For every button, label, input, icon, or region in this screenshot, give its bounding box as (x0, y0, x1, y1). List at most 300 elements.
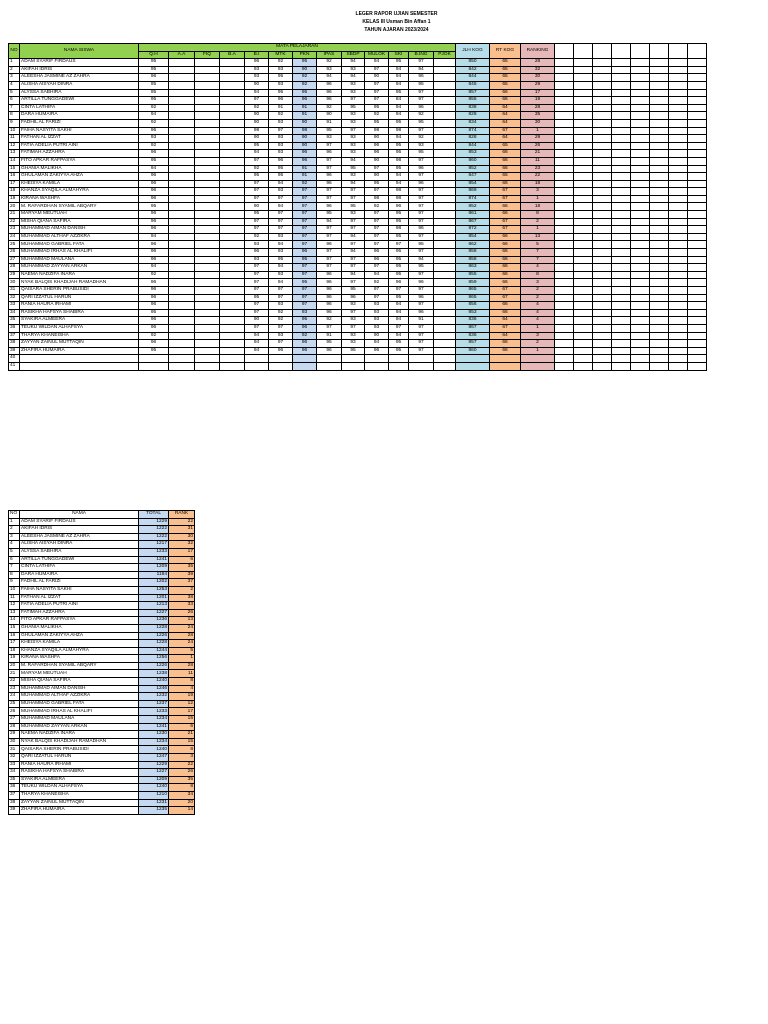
score-sbdp: 94 (342, 233, 365, 241)
row-number: 3 (9, 74, 20, 82)
student-name: QAISARA SHERIN PRABUSIDI (20, 287, 139, 295)
empty-cell (688, 279, 707, 287)
student-name: RANIA HAURA IRHAMI (20, 761, 139, 769)
table-row (9, 799, 195, 807)
score-bi: 97 (245, 180, 269, 188)
empty-cell (631, 355, 650, 363)
empty-cell (631, 112, 650, 120)
score-aa (169, 287, 195, 295)
empty-cell (612, 340, 631, 348)
table-row (9, 731, 195, 739)
empty-cell (612, 218, 631, 226)
rt-kog: 65 (490, 59, 521, 67)
score-fiq (195, 317, 220, 325)
score-sbdp: 93 (342, 66, 365, 74)
row-number: 36 (9, 324, 20, 332)
score-ski: 96 (389, 279, 409, 287)
total-score: 1209 (139, 564, 169, 572)
empty-cell (650, 89, 669, 97)
score-mtk: 94 (269, 279, 293, 287)
score-ski: 94 (389, 112, 409, 120)
score-bing: 97 (409, 188, 434, 196)
subject-header: MULOK (365, 51, 389, 59)
score-aa (169, 211, 195, 219)
student-name: MUHAMMAD ALTHAF AZZIKRA (20, 693, 139, 701)
score-pkn: 91 (293, 112, 317, 120)
table-row (9, 271, 707, 279)
empty-cell (669, 173, 688, 181)
empty-cell (612, 112, 631, 120)
empty-cell (688, 104, 707, 112)
rt-kog: 66 (490, 150, 521, 158)
rt-kog: 66 (490, 89, 521, 97)
row-number: 33 (9, 761, 20, 769)
empty-cell (650, 104, 669, 112)
score-qh: 94 (139, 233, 169, 241)
score-fiq (195, 211, 220, 219)
score-bi: 96 (245, 59, 269, 67)
row-number: 23 (9, 226, 20, 234)
score-pkn: 95 (293, 256, 317, 264)
empty-cell (574, 226, 593, 234)
row-number: 14 (9, 157, 20, 165)
jml-kog: 844 (456, 74, 490, 82)
rt-kog: 67 (490, 218, 521, 226)
score-aa (169, 157, 195, 165)
score-aa (169, 249, 195, 257)
table-row (9, 287, 707, 295)
score-qh: 96 (139, 195, 169, 203)
empty-cell (574, 233, 593, 241)
score-pjok (434, 302, 456, 310)
score-qh: 92 (139, 332, 169, 340)
subject-header: A.A (169, 51, 195, 59)
rank: 17 (169, 708, 195, 716)
score-mulok: 90 (365, 173, 389, 181)
score-bing: 97 (409, 249, 434, 257)
empty-cell (669, 74, 688, 82)
score-ipas: 92 (317, 59, 342, 67)
rt-kog: 66 (490, 180, 521, 188)
score-pkn: 98 (293, 127, 317, 135)
total-score: 1226 (139, 662, 169, 670)
total-score: 1222 (139, 533, 169, 541)
score-mtk (269, 355, 293, 363)
score-pjok (434, 188, 456, 196)
score-fiq (195, 309, 220, 317)
score-bi (245, 355, 269, 363)
empty-cell (688, 309, 707, 317)
rt-kog: 65 (490, 74, 521, 82)
score-bing: 96 (409, 226, 434, 234)
rt-kog: 66 (490, 309, 521, 317)
student-name: FAIHA NASYITA SAKHI (20, 127, 139, 135)
score-mulok: 96 (365, 142, 389, 150)
score-ba (220, 347, 245, 355)
jml-kog: 857 (456, 340, 490, 348)
student-name: ZAYYAN ZAINUL MUTTAQIN (20, 340, 139, 348)
row-number: 21 (9, 211, 20, 219)
empty-cell (574, 362, 593, 370)
student-name: MUHAMMAD AIMAN DANISH (20, 226, 139, 234)
score-pkn: 90 (293, 66, 317, 74)
student-name: MUHAMMAD IRHAS AL KHALIFI (20, 249, 139, 257)
score-qh: 95 (139, 59, 169, 67)
title-line-2: KELAS III Usman Bin Affan 1 (362, 19, 431, 25)
ranking: 19 (521, 97, 555, 105)
empty-cell (555, 203, 574, 211)
score-pkn: 95 (293, 59, 317, 67)
empty-cell (669, 309, 688, 317)
score-fiq (195, 195, 220, 203)
score-ba (220, 211, 245, 219)
score-sbdp: 93 (342, 119, 365, 127)
empty-cell (555, 226, 574, 234)
score-ski: 97 (389, 241, 409, 249)
empty-cell (574, 165, 593, 173)
empty-cell (669, 340, 688, 348)
score-ipas: 97 (317, 157, 342, 165)
score-ba (220, 317, 245, 325)
row-number: 9 (9, 119, 20, 127)
score-pkn: 97 (293, 264, 317, 272)
score-ipas: 96 (317, 309, 342, 317)
score-aa (169, 165, 195, 173)
score-mtk: 97 (269, 294, 293, 302)
student-name: DARA HUMAIRA (20, 571, 139, 579)
student-name: ARTILLA TUNGGADEWI (20, 97, 139, 105)
score-pjok (434, 340, 456, 348)
table-row (9, 203, 707, 211)
score-mtk: 97 (269, 127, 293, 135)
empty-cell (593, 127, 612, 135)
jml-kog: 847 (456, 173, 490, 181)
row-number: 15 (9, 165, 20, 173)
student-name: QAISARA SHERIN PRABUSIDI (20, 746, 139, 754)
score-bi: 90 (245, 81, 269, 89)
score-pjok (434, 195, 456, 203)
rank: 38 (169, 594, 195, 602)
score-ski: 98 (389, 188, 409, 196)
row-number: 12 (9, 602, 20, 610)
score-ski: 94 (389, 135, 409, 143)
jml-kog (456, 362, 490, 370)
score-sbdp: 97 (342, 195, 365, 203)
score-pjok (434, 59, 456, 67)
score-bing: 97 (409, 211, 434, 219)
rt-kog (490, 355, 521, 363)
student-name: TEUKU WILDAN ALHAFSYA (20, 324, 139, 332)
ranking: 8 (521, 211, 555, 219)
empty-cell (631, 104, 650, 112)
rank: 26 (169, 769, 195, 777)
score-fiq (195, 119, 220, 127)
score-mtk: 97 (269, 226, 293, 234)
empty-cell (688, 264, 707, 272)
score-pjok (434, 241, 456, 249)
score-fiq (195, 287, 220, 295)
score-pjok (434, 294, 456, 302)
score-qh: 92 (139, 142, 169, 150)
table-row (9, 586, 195, 594)
empty-cell (650, 211, 669, 219)
score-sbdp: 93 (342, 89, 365, 97)
row-number: 2 (9, 526, 20, 534)
score-mtk: 93 (269, 249, 293, 257)
empty-cell (593, 74, 612, 82)
score-bing: 97 (409, 347, 434, 355)
score-pkn: 91 (293, 173, 317, 181)
empty-cell (631, 362, 650, 370)
score-ba (220, 203, 245, 211)
empty-cell (593, 89, 612, 97)
empty-cell (688, 362, 707, 370)
empty-cell (688, 332, 707, 340)
table-row (9, 678, 195, 686)
student-name: M. RAFARDHAN SYAMIL ABQARY (20, 203, 139, 211)
total-score: 1234 (139, 716, 169, 724)
score-pjok (434, 279, 456, 287)
score-sbdp: 95 (342, 165, 365, 173)
jml-kog: 854 (456, 180, 490, 188)
empty-cell (669, 211, 688, 219)
score-mtk: 95 (269, 256, 293, 264)
empty-cell (612, 97, 631, 105)
empty-cell (574, 157, 593, 165)
empty-cell (612, 294, 631, 302)
rt-kog: 64 (490, 104, 521, 112)
row-number: 35 (9, 317, 20, 325)
jml-kog: 853 (456, 150, 490, 158)
empty-cell (555, 119, 574, 127)
score-aa (169, 302, 195, 310)
score-mulok: 98 (365, 127, 389, 135)
student-name: ALEESHA JASMINE AZ ZAHRA (20, 533, 139, 541)
empty-cell (555, 287, 574, 295)
score-qh: 95 (139, 347, 169, 355)
rank: 4 (169, 685, 195, 693)
empty-cell (688, 157, 707, 165)
score-aa (169, 127, 195, 135)
score-bi: 93 (245, 74, 269, 82)
score-pkn: 96 (293, 97, 317, 105)
score-pkn: 97 (293, 188, 317, 196)
empty-cell (631, 287, 650, 295)
jml-kog: 842 (456, 66, 490, 74)
jml-kog: 852 (456, 165, 490, 173)
score-ba (220, 104, 245, 112)
table-row (9, 533, 195, 541)
empty-cell (612, 256, 631, 264)
score-mulok: 95 (365, 180, 389, 188)
score-bing: 96 (409, 294, 434, 302)
score-sbdp: 97 (342, 241, 365, 249)
score-mulok: 97 (365, 97, 389, 105)
empty-cell (650, 256, 669, 264)
score-pkn: 96 (293, 157, 317, 165)
table-row (9, 279, 707, 287)
empty-cell (631, 74, 650, 82)
student-name: FITO APKAR RAFPASYA (20, 157, 139, 165)
score-bing: 96 (409, 104, 434, 112)
score-mtk: 96 (269, 157, 293, 165)
score-pkn: 95 (293, 279, 317, 287)
empty-cell (574, 195, 593, 203)
empty-cell (612, 355, 631, 363)
table-row (9, 556, 195, 564)
score-qh: 95 (139, 97, 169, 105)
score-aa (169, 97, 195, 105)
score-aa (169, 81, 195, 89)
empty-cell (631, 340, 650, 348)
score-pkn: 96 (293, 150, 317, 158)
empty-cell (669, 347, 688, 355)
empty-cell (631, 324, 650, 332)
rank: 35 (169, 776, 195, 784)
table-row (9, 632, 195, 640)
empty-cell (631, 142, 650, 150)
jml-kog: 838 (456, 104, 490, 112)
empty-cell (555, 135, 574, 143)
score-pkn: 95 (293, 89, 317, 97)
table-row (9, 769, 195, 777)
score-bi: 93 (245, 256, 269, 264)
score-fiq (195, 157, 220, 165)
rt-kog: 66 (490, 157, 521, 165)
score-pkn: 96 (293, 324, 317, 332)
total-score: 1210 (139, 791, 169, 799)
rank: 34 (169, 791, 195, 799)
score-pkn: 92 (293, 180, 317, 188)
empty-cell (688, 188, 707, 196)
row-number: 34 (9, 309, 20, 317)
score-bi: 92 (245, 165, 269, 173)
score-bi: 97 (245, 157, 269, 165)
empty-cell (669, 165, 688, 173)
student-name: ZAYYAN ZAINUL MUTTAQIN (20, 799, 139, 807)
empty-cell (574, 180, 593, 188)
row-number: 5 (9, 548, 20, 556)
score-ipas: 90 (317, 112, 342, 120)
score-fiq (195, 81, 220, 89)
score-bi: 90 (245, 119, 269, 127)
student-name: MUHAMMAD MAULANA (20, 716, 139, 724)
rank: 26 (169, 609, 195, 617)
row-number: 6 (9, 97, 20, 105)
empty-cell (593, 362, 612, 370)
score-sbdp: 97 (342, 97, 365, 105)
empty-cell (688, 294, 707, 302)
empty-cell (688, 97, 707, 105)
empty-cell (650, 287, 669, 295)
score-mulok: 94 (365, 59, 389, 67)
jml-kog: 860 (456, 347, 490, 355)
row-number: 7 (9, 564, 20, 572)
score-sbdp: 95 (342, 104, 365, 112)
ranking: 32 (521, 66, 555, 74)
total-score: 1228 (139, 640, 169, 648)
row-number: 38 (9, 340, 20, 348)
title-line-3: TAHUN AJARAN 2023/2024 (364, 27, 429, 33)
empty-cell (688, 271, 707, 279)
rank: 11 (169, 670, 195, 678)
table-row (9, 761, 195, 769)
summary-rank-header: RANK (169, 511, 195, 519)
jml-kog: 862 (456, 241, 490, 249)
score-mtk: 93 (269, 142, 293, 150)
empty-cell (650, 157, 669, 165)
score-qh: 95 (139, 81, 169, 89)
score-aa (169, 271, 195, 279)
score-mtk: 93 (269, 119, 293, 127)
score-bing: 92 (409, 112, 434, 120)
empty-cell (631, 211, 650, 219)
empty-cell (631, 256, 650, 264)
jml-kog: 852 (456, 203, 490, 211)
score-mtk: 95 (269, 89, 293, 97)
score-sbdp: 93 (342, 317, 365, 325)
rank: 1 (169, 655, 195, 663)
row-number: 27 (9, 716, 20, 724)
empty-cell (669, 287, 688, 295)
ranking: 28 (521, 59, 555, 67)
student-name (20, 362, 139, 370)
jml-kog-header: JLH KOG (456, 44, 490, 59)
score-ba (220, 74, 245, 82)
student-name: MISHA QIANA SAFIRA (20, 218, 139, 226)
empty-cell (612, 135, 631, 143)
score-fiq (195, 188, 220, 196)
row-number: 25 (9, 241, 20, 249)
table-row (9, 700, 195, 708)
score-fiq (195, 150, 220, 158)
rank: 31 (169, 526, 195, 534)
score-mtk: 91 (269, 104, 293, 112)
table-row (9, 150, 707, 158)
score-ba (220, 302, 245, 310)
rank: 5 (169, 647, 195, 655)
subject-header: B.I (245, 51, 269, 59)
score-pjok (434, 271, 456, 279)
rank: 24 (169, 624, 195, 632)
score-sbdp: 97 (342, 264, 365, 272)
rank: 33 (169, 602, 195, 610)
score-sbdp: 96 (342, 294, 365, 302)
empty-cell (574, 347, 593, 355)
score-mtk: 93 (269, 332, 293, 340)
student-name: SYAKIRA ALMEERA (20, 776, 139, 784)
score-mulok: 94 (365, 340, 389, 348)
empty-cell (669, 332, 688, 340)
ranking: 3 (521, 188, 555, 196)
score-ipas: 96 (317, 173, 342, 181)
empty-cell (612, 279, 631, 287)
score-mulok: 93 (365, 309, 389, 317)
empty-cell (650, 294, 669, 302)
score-pjok (434, 142, 456, 150)
empty-cell (631, 271, 650, 279)
table-row (9, 693, 195, 701)
empty-cell (650, 249, 669, 257)
jml-kog: 836 (456, 317, 490, 325)
empty-cell (593, 347, 612, 355)
row-number: 18 (9, 647, 20, 655)
score-mulok: 95 (365, 119, 389, 127)
empty-cell (612, 195, 631, 203)
score-ski: 95 (389, 264, 409, 272)
score-bing: 97 (409, 302, 434, 310)
table-row (9, 647, 195, 655)
